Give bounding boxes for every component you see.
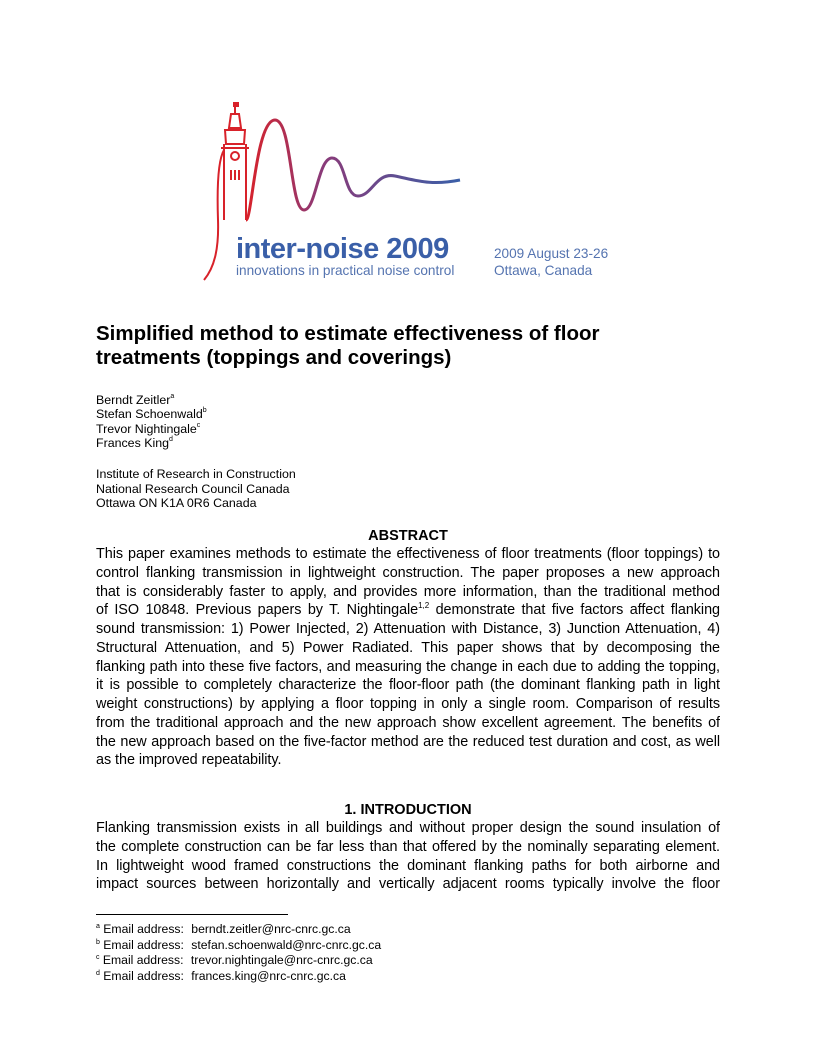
logo-outline-curve <box>204 150 224 280</box>
email-link[interactable]: trevor.nightingale@nrc-cnrc.gc.ca <box>190 953 373 967</box>
author: Stefan Schoenwald$^b$ <box>96 407 207 422</box>
affiliation-line: Institute of Research in Construction <box>96 467 296 481</box>
citation-superscript: 1,2 <box>418 601 430 611</box>
affiliation-line: National Research Council Canada <box>96 481 290 496</box>
abstract-line: of ISO 10848. Previous papers by T. Nightingale$^{1,2}$ demonstrate that five factors affect flanking <box>96 601 720 619</box>
introduction-heading: 1. INTRODUCTION <box>344 802 472 818</box>
footnote: $^c$ Email address: trevor.nightingale@nrc-cnrc.gc.ca <box>96 953 373 967</box>
footnotes <box>96 922 381 984</box>
introduction-line: In lightweight wood framed constructions the dominant flanking paths for both airborne and <box>96 857 720 874</box>
email-link[interactable]: stefan.schoenwald@nrc-cnrc.gc.ca <box>191 937 382 952</box>
abstract-line: control flanking transmission in lightweight construction. The paper proposes a new approach <box>96 564 720 581</box>
inter-noise-2009-logo <box>200 100 630 285</box>
paper-title-line-2: treatments (toppings and coverings) <box>96 346 452 369</box>
footnote: $^d$ Email address: frances.king@nrc-cnrc.gc.ca <box>96 968 346 983</box>
email-link[interactable]: frances.king@nrc-cnrc.gc.ca <box>191 968 346 983</box>
peace-tower-icon <box>221 102 249 220</box>
introduction-line: Flanking transmission exists in all buildings and without proper design the sound insulation of <box>96 820 720 836</box>
abstract-line: it is possible to completely characterize the floor-floor path (the dominant flanking path in light <box>96 677 720 694</box>
abstract-line: sound transmission: 1) Power Injected, 2) Attenuation with Distance, 3) Junction Attenuation, 4) <box>96 621 720 637</box>
affiliation <box>96 467 296 511</box>
introduction-line: impact sources between horizontally and vertically adjacent rooms typically involve the floor <box>96 876 720 893</box>
abstract-line: that is considerably faster to apply, and provides more information, than the traditional method <box>96 583 720 600</box>
author: Trevor Nightingale$^c$ <box>96 421 201 436</box>
logo-location: Ottawa, Canada <box>494 263 593 278</box>
logo-tagline: innovations in practical noise control <box>236 263 455 278</box>
introduction-line: the complete construction can be far less than that offered by the nominally separating element. <box>96 838 720 855</box>
abstract-line: flanking path into these five factors, and measuring the change in each due to adding the topping, <box>96 658 720 675</box>
abstract-line: as the improved repeatability. <box>96 752 282 769</box>
footnote: $^a$ Email address: berndt.zeitler@nrc-cnrc.gc.ca <box>96 922 351 936</box>
abstract-line: the new approach based on the five-factor method are the reduced test duration and cost, as well <box>96 733 720 750</box>
paper-title-line-1: Simplified method to estimate effectiveness of floor <box>96 322 600 345</box>
logo-sound-wave <box>246 120 460 220</box>
footnote-divider <box>96 914 288 915</box>
affiliation-line: Ottawa ON K1A 0R6 Canada <box>96 496 257 511</box>
logo-date: 2009 August 23-26 <box>494 246 609 261</box>
email-link[interactable]: berndt.zeitler@nrc-cnrc.gc.ca <box>191 922 351 936</box>
author: Berndt Zeitler$^a$ <box>96 393 175 407</box>
author-list <box>96 393 207 451</box>
logo-brand-text: inter-noise 2009 <box>236 233 449 265</box>
abstract-line: weight constructions) by applying a floor topping in only a single room. Comparison of results <box>96 696 720 712</box>
abstract-body <box>96 545 720 770</box>
abstract-line: This paper examines methods to estimate the effectiveness of floor treatments (floor toppings) to <box>96 546 720 562</box>
abstract-line: Structural Attenuation, and 5) Power Radiated. This paper shows that by decomposing the <box>96 639 720 656</box>
abstract-heading: ABSTRACT <box>368 528 448 544</box>
paper-title <box>96 322 716 370</box>
abstract-line: from the traditional approach and the new approach show excellent agreement. The benefits of <box>96 714 720 731</box>
footnote: $^b$ Email address: stefan.schoenwald@nrc-cnrc.gc.ca <box>96 937 382 952</box>
introduction-body <box>96 819 720 894</box>
author: Frances King$^d$ <box>96 436 173 451</box>
